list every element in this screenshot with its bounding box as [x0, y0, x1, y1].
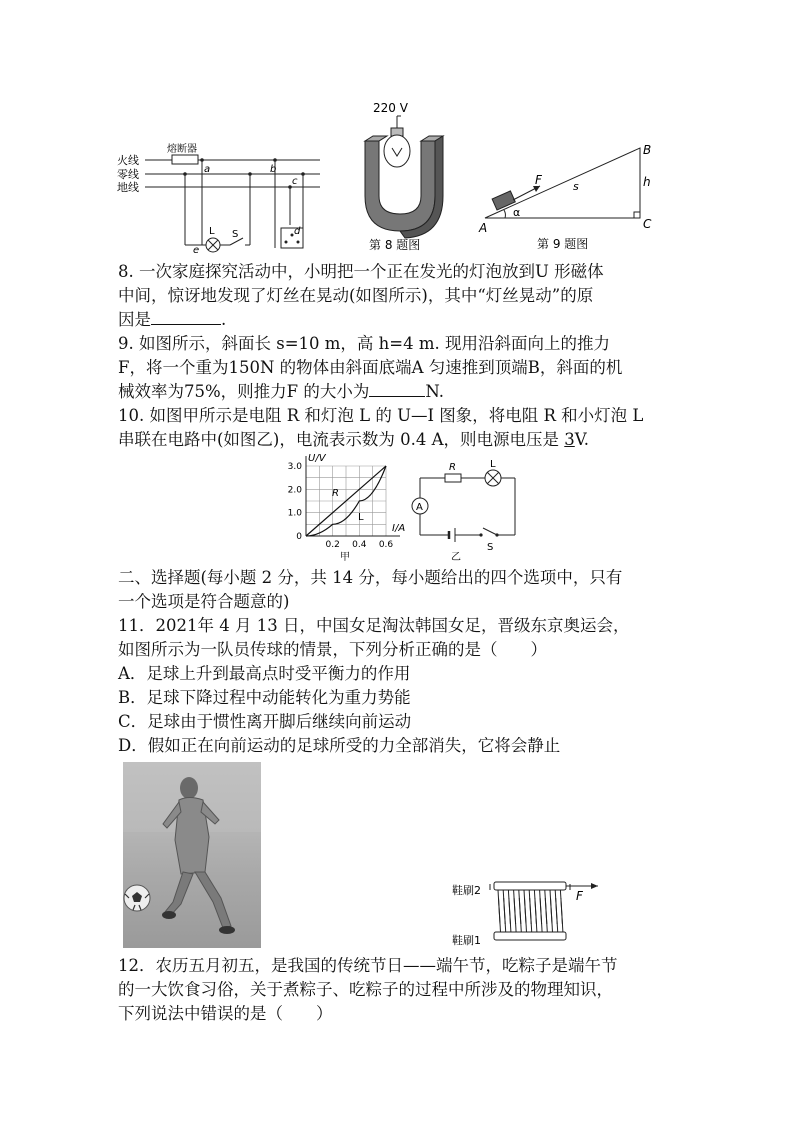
fig9-incline [475, 138, 665, 256]
point-c-label: c [292, 176, 298, 187]
q8-answer-blank[interactable] [151, 308, 221, 325]
section2-line2: 一个选项是符合题意的) [118, 592, 290, 611]
brush-bristle [530, 898, 532, 932]
q11-option-d[interactable]: D．假如正在向前运动的足球所受的力全部消失，它将会静止 [118, 736, 561, 755]
q11-line2: 如图所示为一队员传球的情景，下列分析正确的是（ ） [118, 640, 547, 659]
neutral-wire-label: 零线 [117, 168, 139, 181]
curve-R-label: R [332, 488, 339, 499]
point-e-label: e [193, 245, 200, 255]
switch-label-yi: S [487, 542, 494, 553]
brush-bristle [545, 898, 547, 932]
resistor-symbol [445, 474, 461, 482]
fuse-label: 熔断器 [167, 144, 197, 155]
shoe-brush-figure [450, 872, 610, 952]
q12-line1: 12．农历五月初五，是我国的传统节日——端午节，吃粽子是端午节 [118, 956, 618, 975]
label-jia: 甲 [340, 552, 350, 563]
lamp-label: L [209, 226, 215, 237]
brush-bristle [551, 898, 553, 932]
x-tick-label: 0.6 [378, 540, 394, 550]
q8-line2: 中间，惊讶地发现了灯丝在晃动(如图所示)，其中“灯丝晃动”的原 [118, 286, 594, 305]
q10-line1: 10. 如图甲所示是电阻 R 和灯泡 L 的 U—I 图象，将电阻 R 和小灯泡 L [118, 406, 644, 425]
section2-line1: 二、选择题(每小题 2 分，共 14 分，每小题给出的四个选项中，只有 [118, 568, 623, 587]
brush2-label: 鞋刷2 [452, 884, 481, 897]
brush-bristle [561, 898, 563, 932]
fig8-magnet-bulb [355, 96, 455, 256]
height-h-label: h [643, 175, 651, 189]
brush-bristle [504, 898, 506, 932]
y-tick-label: 0 [296, 532, 302, 542]
point-b-label: b [270, 164, 277, 175]
x-tick-label: 0.2 [325, 540, 340, 550]
q8-suffix: . [221, 310, 227, 329]
q11-option-a[interactable]: A．足球上升到最高点时受平衡力的作用 [118, 664, 411, 683]
brush-bristle [509, 898, 511, 932]
q9-line3 [118, 380, 444, 404]
q9-line1: 9. 如图所示，斜面长 s=10 m，高 h=4 m. 现用沿斜面向上的推力 [118, 334, 610, 353]
fig9-caption: 第 9 题图 [537, 237, 589, 251]
q10-line2 [118, 428, 589, 452]
point-A-label: A [479, 221, 488, 235]
bulb-icon [384, 128, 410, 167]
label-yi: 乙 [451, 552, 461, 563]
brush-bristle [519, 898, 521, 932]
q9-suffix: N. [425, 382, 445, 401]
y-axis-label: U/V [308, 453, 326, 464]
angle-alpha-label: α [513, 206, 521, 219]
lamp-label-yi: L [490, 459, 496, 470]
fig8-caption: 第 8 题图 [369, 238, 421, 252]
q8-line1: 8. 一次家庭探究活动中，小明把一个正在发光的灯泡放到U 形磁体 [118, 262, 604, 281]
x-axis-label: I/A [392, 523, 406, 534]
brush-bristle [499, 898, 501, 932]
q10-suffix: V. [574, 430, 590, 449]
q11-line1: 11．2021年 4 月 13 日，中国女足淘汰韩国女足，晋级东京奥运会， [118, 616, 630, 635]
q10-answer[interactable]: 3 [564, 430, 575, 449]
pull-force-F-label: F [576, 889, 583, 903]
brush1-label: 鞋刷1 [452, 934, 481, 947]
q11-option-b[interactable]: B．足球下降过程中动能转化为重力势能 [118, 688, 411, 707]
q8-prefix: 因是 [118, 310, 151, 329]
q11-option-c[interactable]: C．足球由于惯性离开脚后继续向前运动 [118, 712, 412, 731]
point-B-label: B [643, 143, 652, 157]
point-d-label: d [294, 226, 301, 237]
brush-bristle [535, 898, 537, 932]
brush-bristle [556, 898, 558, 932]
fig10-ui-chart [278, 452, 408, 564]
slope-s-label: s [573, 180, 579, 193]
brush-bristle [525, 898, 527, 932]
fig10-series-circuit [405, 458, 525, 564]
q8-line3 [118, 308, 226, 332]
brush-bristle [540, 898, 542, 932]
voltage-label: 220 V [373, 101, 408, 115]
brush-bristle [514, 898, 516, 932]
y-tick-label: 1.0 [287, 508, 302, 519]
point-C-label: C [643, 217, 652, 231]
force-F-label: F [535, 173, 542, 187]
resistor-label: R [449, 462, 456, 473]
q12-line3: 下列说法中错误的是（ ） [118, 1004, 333, 1023]
switch-label: S [232, 229, 239, 240]
q12-line2: 的一大饮食习俗，关于煮粽子、吃粽子的过程中所涉及的物理知识， [118, 980, 613, 999]
q9-line2: F，将一个重为150N 的物体由斜面底端A 匀速推到顶端B，斜面的机 [118, 358, 623, 377]
household-circuit-figure [115, 140, 325, 255]
point-a-label: a [204, 164, 211, 175]
q9-answer-blank[interactable] [369, 380, 425, 397]
ammeter-label: A [416, 502, 423, 513]
y-tick-label: 3.0 [287, 462, 302, 472]
ground-wire-label: 地线 [117, 181, 139, 194]
y-tick-label: 2.0 [287, 485, 302, 496]
soccer-player-photo [123, 762, 261, 948]
q9-prefix: 械效率为75%，则推力F 的大小为 [118, 382, 370, 401]
live-wire-label: 火线 [117, 154, 139, 167]
x-tick-label: 0.4 [352, 540, 367, 550]
curve-L-label: L [358, 512, 364, 523]
q10-prefix: 串联在电路中(如图乙)，电流表示数为 0.4 A，则电源电压是 [118, 430, 565, 449]
